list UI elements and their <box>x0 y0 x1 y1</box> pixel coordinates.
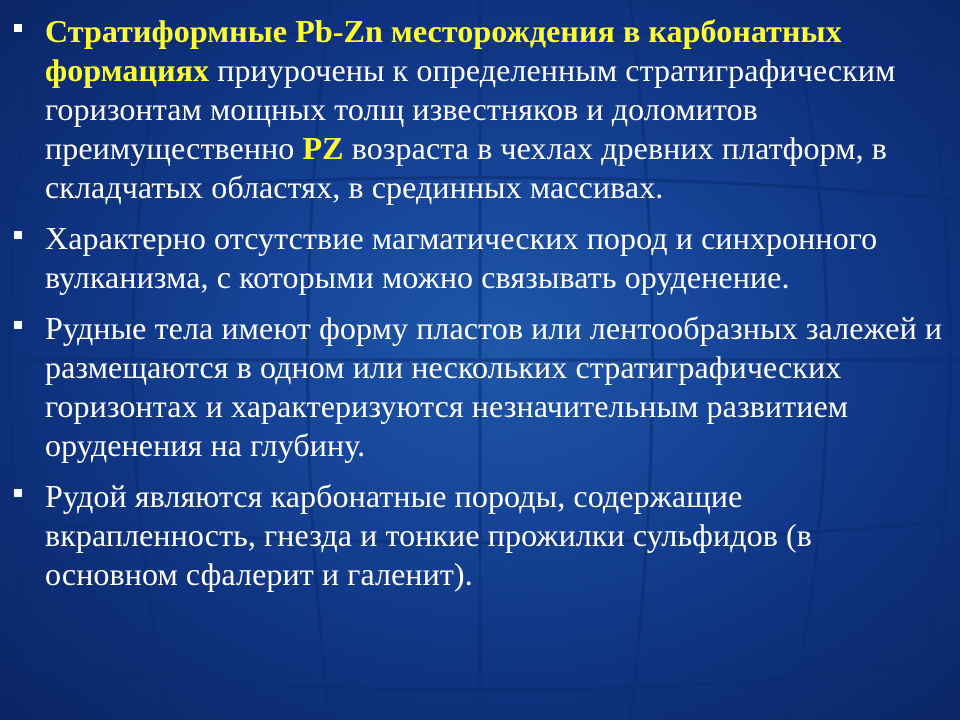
bullet-item-ore-bodies <box>14 309 949 465</box>
square-bullet-icon <box>14 231 22 239</box>
square-bullet-icon <box>14 489 22 497</box>
bullet-item-magmatism <box>14 219 949 297</box>
bullet-text: Рудные тела имеют форму пластов или лентообразных залежей и размещаются в одном или нескольких стратиграфических горизонтах и характеризуются незначительным развитием оруденения на глубину. <box>45 310 943 463</box>
bullet-text: Рудой являются карбонатные породы, содержащие вкрапленность, гнезда и тонкие прожилки сульфидов (в основном сфалерит и галенит). <box>45 478 812 592</box>
bullet-title-highlight: Стратиформные Pb-Zn месторождения в карбонатных формациях <box>45 13 842 88</box>
square-bullet-icon <box>14 24 22 32</box>
bullet-item-ore-composition <box>14 477 949 594</box>
bullet-item-deposits <box>14 12 949 207</box>
bullet-list <box>14 12 949 606</box>
square-bullet-icon <box>14 321 22 329</box>
pz-highlight: PZ <box>302 130 344 166</box>
bullet-text-part: возраста в чехлах древних платформ, в складчатых областях, в срединных массивах. <box>45 130 887 205</box>
bullet-text <box>45 12 949 207</box>
bullet-text-part: приурочены к определенным стратиграфическим горизонтам мощных толщ известняков и доломитов преимущественно <box>45 52 896 166</box>
bullet-text: Характерно отсутствие магматических пород и синхронного вулканизма, с которыми можно связывать оруденение. <box>45 220 878 295</box>
